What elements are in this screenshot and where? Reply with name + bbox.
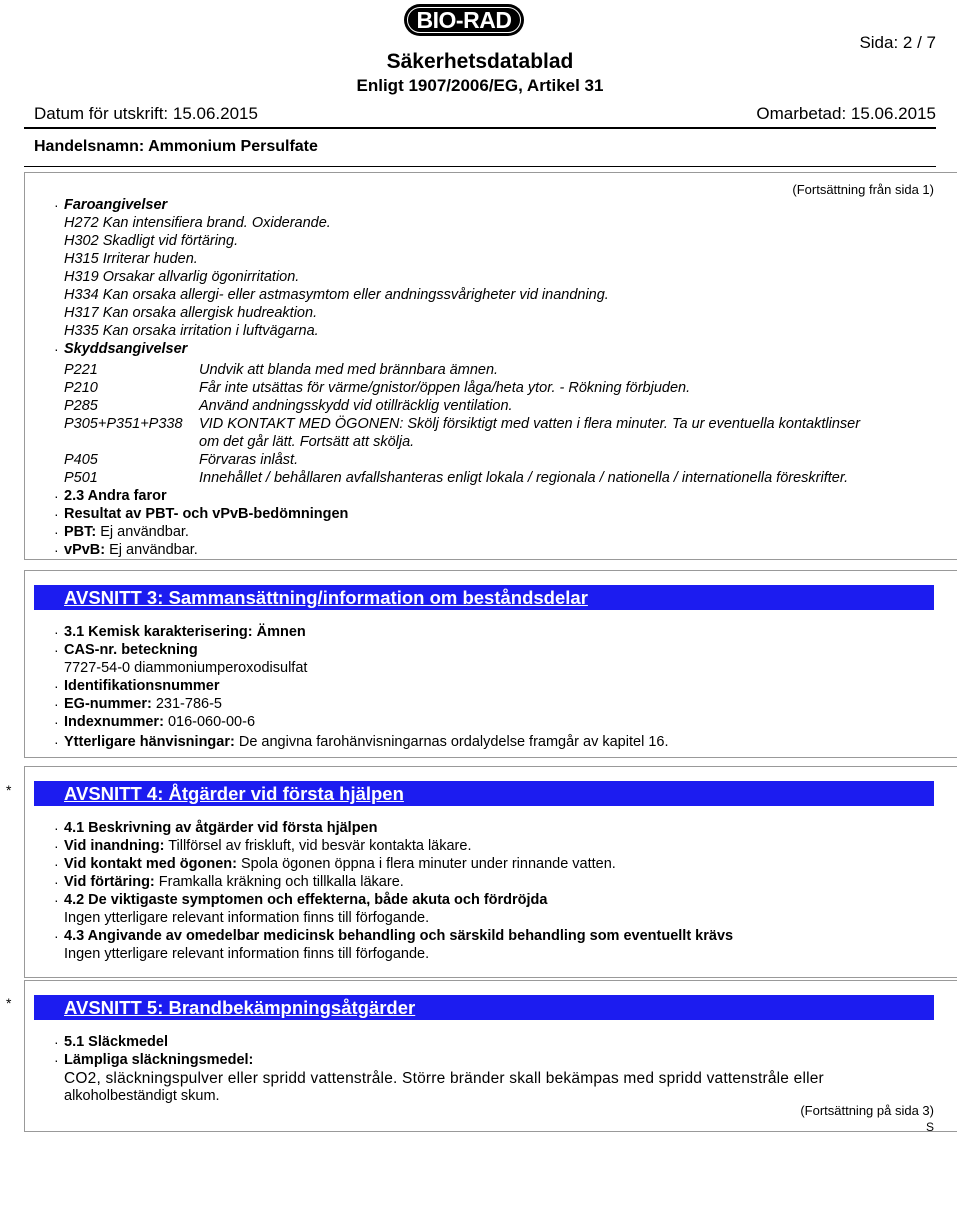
bio-rad-logo: BIO-RAD [404, 4, 524, 36]
index-number-row [64, 714, 255, 731]
other-hazards-heading: 2.3 Andra faror [64, 488, 167, 504]
hazard-statement: H302 Skadligt vid förtäring. [64, 233, 239, 249]
precaution-text: Undvik att blanda med med brännbara ämnen. [199, 362, 499, 378]
identification-heading: Identifikationsnummer [64, 678, 220, 694]
continued-from: (Fortsättning från sida 1) [792, 182, 934, 197]
section-4-heading [34, 781, 934, 806]
section-5-heading [34, 995, 934, 1020]
s51-heading: 5.1 Släckmedel [64, 1034, 168, 1050]
ingestion-row [64, 874, 404, 891]
eye-contact-value: Spola ögonen öppna i flera minuter under rinnande vatten. [240, 856, 616, 872]
eg-label: EG-nummer: [64, 696, 152, 712]
eye-contact-row [64, 856, 616, 873]
hazard-statement: H334 Kan orsaka allergi- eller astmasymtom eller andningssvårigheter vid inandning. [64, 287, 609, 303]
suitable-media-text: CO2, släckningspulver eller spridd vattenstråle. Större bränder skall bekämpas med spridd vattenstråle eller [64, 1070, 824, 1087]
s31-heading: 3.1 Kemisk karakterisering: Ämnen [64, 624, 306, 640]
bullet: · [54, 542, 59, 558]
bullet: · [54, 734, 59, 750]
hazard-statement: H319 Orsakar allvarlig ögonirritation. [64, 269, 300, 285]
s43-heading: 4.3 Angivande av omedelbar medicinsk behandling och särskild behandling som eventuellt krävs [64, 928, 734, 944]
inhalation-value: Tillförsel av friskluft, vid besvär kontakta läkare. [168, 838, 472, 854]
precaution-text: Innehållet / behållaren avfallshanteras enligt lokala / regionala / nationella / internationella föreskrifter. [199, 470, 849, 486]
precaution-heading: Skyddsangivelser [64, 341, 188, 357]
precaution-code: P405 [64, 452, 98, 468]
precaution-text: Förvaras inlåst. [199, 452, 299, 468]
precaution-code: P285 [64, 398, 98, 414]
pbt-value: Ej användbar. [100, 524, 189, 540]
section-3-heading [34, 585, 934, 610]
document-subtitle: Enligt 1907/2006/EG, Artikel 31 [356, 76, 604, 95]
further-value: De angivna farohänvisningarnas ordalydelse framgår av kapitel 16. [238, 734, 669, 750]
bullet: · [54, 892, 59, 908]
document-title: Säkerhetsdatablad [386, 50, 574, 73]
further-info-row [64, 734, 668, 751]
bullet: · [54, 714, 59, 730]
precaution-text: om det går lätt. Fortsätt att skölja. [199, 434, 415, 450]
s42-text: Ingen ytterligare relevant information finns till förfogande. [64, 910, 430, 926]
section-3-title: AVSNITT 3: Sammansättning/information om beståndsdelar [64, 587, 588, 608]
pbt-row [64, 524, 189, 541]
bullet: · [54, 1034, 59, 1050]
precaution-code: P305+P351+P338 [64, 416, 183, 432]
hazard-statement: H335 Kan orsaka irritation i luftvägarna. [64, 323, 319, 339]
revision-date: Omarbetad: 15.06.2015 [756, 104, 936, 123]
revision-marker: * [6, 782, 12, 798]
further-label: Ytterligare hänvisningar: [64, 734, 235, 750]
bullet: · [54, 856, 59, 872]
bullet: · [54, 820, 59, 836]
section-5-title: AVSNITT 5: Brandbekämpningsåtgärder [64, 997, 416, 1018]
product-divider [24, 166, 936, 167]
bullet: · [54, 678, 59, 694]
bullet: · [54, 506, 59, 522]
bullet: · [54, 642, 59, 658]
ingestion-value: Framkalla kräkning och tillkalla läkare. [158, 874, 404, 890]
bullet: · [54, 624, 59, 640]
s42-heading: 4.2 De viktigaste symptomen och effekterna, både akuta och fördröjda [64, 892, 548, 908]
eye-contact-label: Vid kontakt med ögonen: [64, 856, 237, 872]
s41-heading: 4.1 Beskrivning av åtgärder vid första hjälpen [64, 820, 378, 836]
cas-heading: CAS-nr. beteckning [64, 642, 198, 658]
eg-number-row [64, 696, 222, 713]
bullet: · [54, 1052, 59, 1068]
hazard-statement: H272 Kan intensifiera brand. Oxiderande. [64, 215, 331, 231]
page-number: Sida: 2 / 7 [859, 33, 936, 52]
suitable-media-text-continued: alkoholbeständigt skum. [64, 1088, 220, 1104]
footer-mark: S [925, 1120, 934, 1134]
index-value: 016-060-00-6 [167, 714, 256, 730]
bullet: · [54, 696, 59, 712]
hazard-statement: H317 Kan orsaka allergisk hudreaktion. [64, 305, 318, 321]
hazard-heading: Faroangivelser [64, 197, 168, 213]
precaution-text: Får inte utsättas för värme/gnistor/öppen låga/heta ytor. - Rökning förbjuden. [199, 380, 691, 396]
print-date: Datum för utskrift: 15.06.2015 [34, 104, 258, 123]
bullet: · [54, 341, 59, 357]
header-divider [24, 127, 936, 129]
precaution-code: P501 [64, 470, 98, 486]
index-label: Indexnummer: [64, 714, 164, 730]
hazard-statement: H315 Irriterar huden. [64, 251, 198, 267]
bullet: · [54, 488, 59, 504]
vpvb-label: vPvB: [64, 542, 106, 558]
precaution-code: P221 [64, 362, 98, 378]
vpvb-value: Ej användbar. [109, 542, 198, 558]
precaution-code: P210 [64, 380, 98, 396]
bullet: · [54, 928, 59, 944]
precaution-text: VID KONTAKT MED ÖGONEN: Skölj försiktigt med vatten i flera minuter. Ta ur eventuella kontaktlinser [199, 416, 861, 432]
s43-text: Ingen ytterligare relevant information finns till förfogande. [64, 946, 430, 962]
cas-value: 7727-54-0 diammoniumperoxodisulfat [64, 660, 308, 676]
eg-value: 231-786-5 [155, 696, 222, 712]
vpvb-row [64, 542, 198, 559]
inhalation-label: Vid inandning: [64, 838, 165, 854]
continued-to: (Fortsättning på sida 3) [800, 1103, 934, 1118]
inhalation-row [64, 838, 471, 855]
ingestion-label: Vid förtäring: [64, 874, 155, 890]
suitable-media-heading: Lämpliga släckningsmedel: [64, 1052, 254, 1068]
bullet: · [54, 524, 59, 540]
precaution-text: Använd andningsskydd vid otillräcklig ventilation. [199, 398, 513, 414]
bullet: · [54, 874, 59, 890]
bullet: · [54, 838, 59, 854]
section-4-title: AVSNITT 4: Åtgärder vid första hjälpen [64, 783, 404, 804]
product-name: Handelsnamn: Ammonium Persulfate [34, 138, 318, 155]
pbt-heading: Resultat av PBT- och vPvB-bedömningen [64, 506, 349, 522]
revision-marker: * [6, 995, 12, 1011]
pbt-label: PBT: [64, 524, 97, 540]
bullet: · [54, 197, 59, 213]
